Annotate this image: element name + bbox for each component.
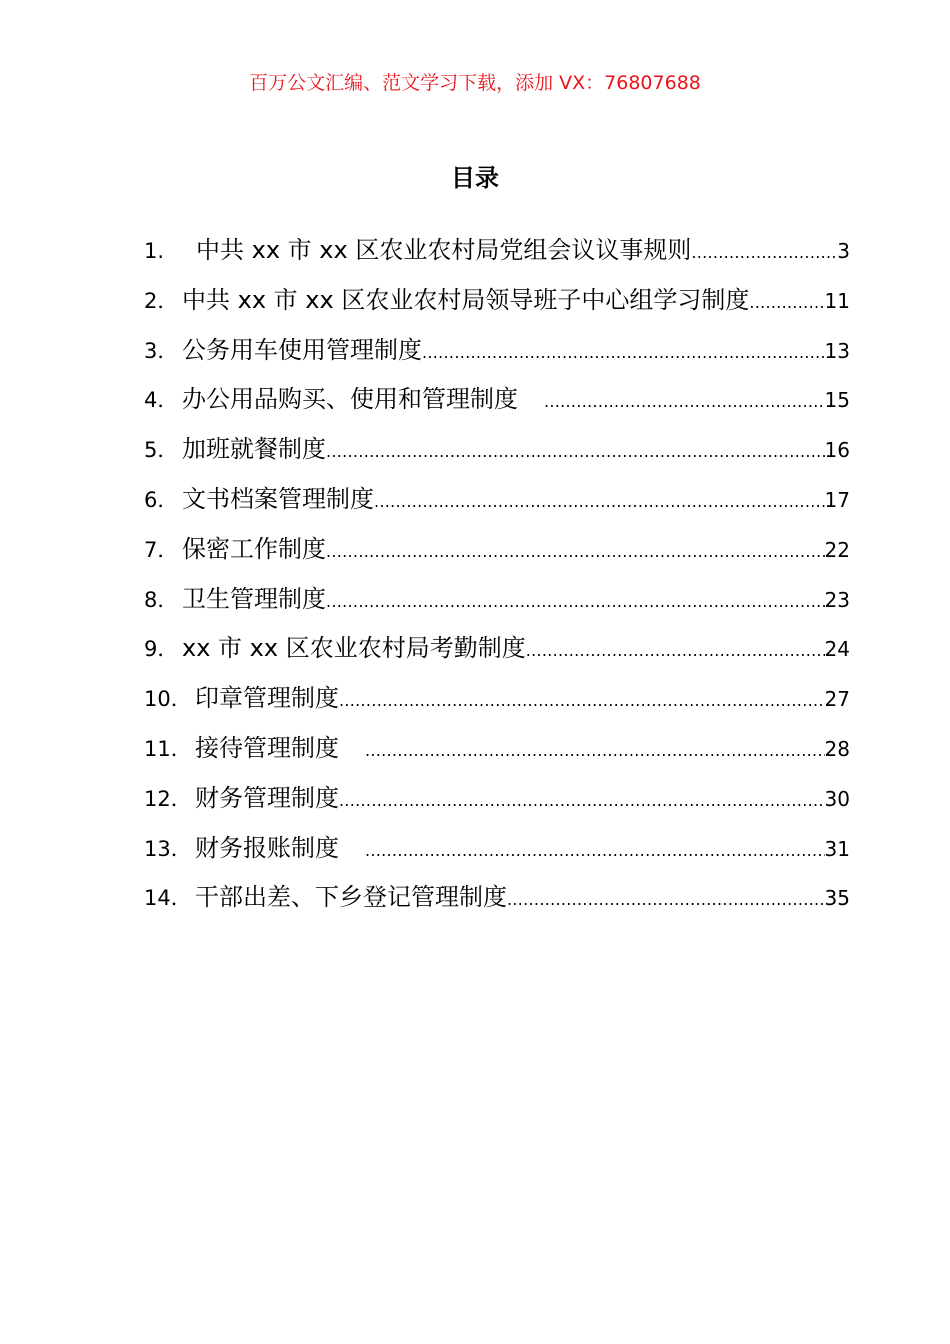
toc-entry-number: 7． — [144, 537, 179, 562]
toc-dot-leader — [326, 577, 825, 627]
toc-dot-leader — [326, 427, 825, 477]
toc-entry-title: 财务管理制度 — [195, 783, 339, 812]
header-watermark: 百万公文汇编、范文学习下载，添加 VX：76807688 — [249, 72, 701, 94]
toc-entry-page: 22 — [824, 537, 850, 562]
toc-entry-title: 印章管理制度 — [195, 684, 339, 713]
toc-entry-page: 28 — [824, 736, 850, 761]
toc-entry[interactable] — [144, 375, 850, 425]
toc-entry-page: 13 — [824, 338, 850, 363]
toc-dot-leader — [374, 477, 825, 527]
toc-entry-number: 5． — [144, 438, 179, 463]
page-title: 目录 — [451, 164, 499, 192]
toc-entry-number: 11． — [144, 736, 192, 761]
toc-entry-number: 9． — [144, 637, 179, 662]
toc-entry-number: 8． — [144, 587, 179, 612]
toc-entry[interactable] — [144, 425, 850, 475]
toc-dot-leader — [422, 328, 825, 378]
table-of-contents — [144, 226, 850, 923]
toc-entry-title: 文书档案管理制度 — [182, 484, 374, 513]
toc-dot-leader — [507, 875, 825, 925]
toc-entry-page: 30 — [824, 786, 850, 811]
toc-entry[interactable] — [144, 724, 850, 774]
toc-entry[interactable] — [144, 475, 850, 525]
toc-entry[interactable] — [144, 774, 850, 824]
toc-entry[interactable] — [144, 873, 850, 923]
toc-entry-title: 财务报账制度 — [195, 833, 339, 862]
toc-entry[interactable] — [144, 276, 850, 326]
toc-entry-number: 12． — [144, 786, 192, 811]
toc-dot-leader — [365, 726, 825, 776]
toc-dot-leader — [339, 776, 825, 826]
toc-entry-title: 办公用品购买、使用和管理制度 — [182, 385, 518, 414]
toc-entry[interactable] — [144, 575, 850, 625]
toc-dot-leader — [749, 278, 824, 328]
toc-entry-number: 13． — [144, 836, 192, 861]
toc-dot-leader — [544, 377, 825, 427]
toc-entry-page: 24 — [824, 637, 850, 662]
toc-entry-number: 1. — [144, 239, 165, 263]
toc-entry-number: 6． — [144, 487, 179, 512]
toc-entry[interactable] — [144, 226, 850, 276]
toc-entry-number: 14． — [144, 886, 192, 911]
toc-entry-title: 保密工作制度 — [182, 534, 326, 563]
toc-entry-page: 35 — [824, 886, 850, 911]
toc-entry-title: 中共 xx 市 xx 区农业农村局党组会议议事规则 — [196, 236, 692, 264]
toc-entry-page: 16 — [824, 438, 850, 463]
toc-entry-title: 接待管理制度 — [195, 733, 339, 762]
toc-dot-leader — [691, 228, 837, 278]
toc-entry[interactable] — [144, 824, 850, 874]
toc-dot-leader — [526, 626, 825, 676]
toc-entry[interactable] — [144, 624, 850, 674]
toc-entry-title: 干部出差、下乡登记管理制度 — [195, 883, 507, 912]
toc-entry[interactable] — [144, 674, 850, 724]
toc-entry-number: 10． — [144, 687, 192, 712]
toc-dot-leader — [365, 826, 825, 876]
toc-entry[interactable] — [144, 525, 850, 575]
toc-entry-number: 4． — [144, 388, 179, 413]
toc-entry-page: 27 — [824, 687, 850, 712]
toc-entry-number: 2． — [144, 288, 179, 313]
toc-entry-page: 11 — [824, 288, 850, 313]
toc-entry-title: 公务用车使用管理制度 — [182, 335, 422, 364]
toc-entry-title: 加班就餐制度 — [182, 435, 326, 464]
toc-entry-number: 3． — [144, 338, 179, 363]
toc-entry-page: 3 — [837, 239, 850, 263]
toc-entry[interactable] — [144, 326, 850, 376]
toc-entry-title: xx 市 xx 区农业农村局考勤制度 — [182, 634, 526, 663]
toc-entry-page: 23 — [824, 587, 850, 612]
toc-entry-title: 卫生管理制度 — [182, 584, 326, 613]
toc-entry-page: 17 — [824, 487, 850, 512]
toc-dot-leader — [339, 676, 825, 726]
toc-entry-title: 中共 xx 市 xx 区农业农村局领导班子中心组学习制度 — [182, 285, 750, 314]
toc-dot-leader — [326, 527, 825, 577]
toc-entry-page: 15 — [824, 388, 850, 413]
toc-entry-page: 31 — [824, 836, 850, 861]
